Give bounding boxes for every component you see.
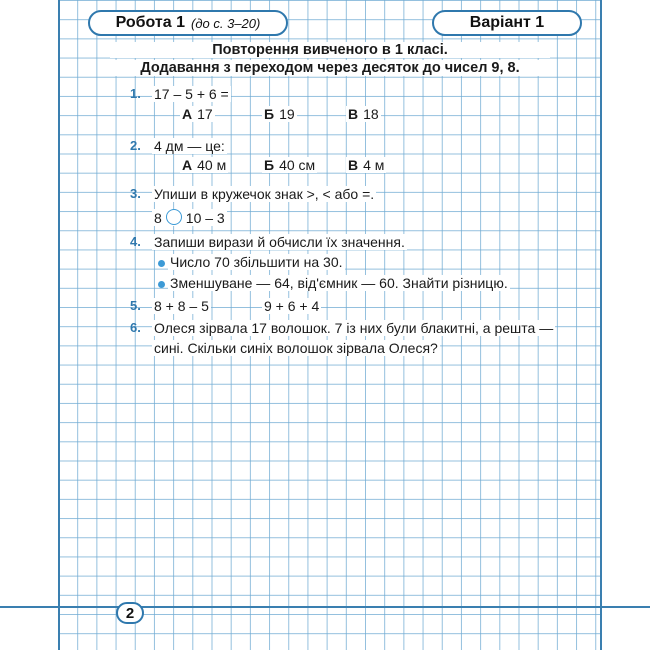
task-4-bullet-2: Зменшуване — 64, від'ємник — 60. Знайти різницю. (170, 275, 508, 291)
answer-circle[interactable] (166, 209, 182, 225)
task-2-option-a (180, 157, 228, 173)
task-2-option-c (346, 157, 386, 173)
variant-label: Варіант 1 (469, 14, 545, 31)
task-6-line-1: Олеся зірвала 17 волошок. 7 із них були блакитні, а решта — (154, 320, 554, 336)
task-5-number: 5. (130, 298, 141, 313)
bullet-icon (158, 260, 165, 267)
heading-line-2: Додавання з переходом через десяток до чисел 9, 8. (110, 60, 550, 76)
task-2-number: 2. (130, 138, 141, 153)
left-margin-rule (58, 0, 60, 650)
option-value: 40 см (279, 157, 316, 173)
option-value: 40 м (197, 157, 227, 173)
comparison-right: 10 – 3 (185, 210, 225, 226)
task-4-number: 4. (130, 234, 141, 249)
task-1-option-c (346, 106, 381, 122)
task-1-number: 1. (130, 86, 141, 101)
option-letter: А (182, 157, 193, 173)
option-value: 19 (279, 106, 295, 122)
task-4-text: Запиши вирази й обчисли їх значення. (154, 234, 405, 250)
task-3-comparison (152, 209, 227, 226)
task-6-line-2: сині. Скільки синіх волошок зірвала Олеся? (154, 340, 438, 356)
task-5-expression-1: 8 + 8 – 5 (154, 298, 209, 314)
task-1-text: 17 – 5 + 6 = (154, 86, 229, 102)
task-1-option-a (180, 106, 215, 122)
option-letter: В (348, 106, 359, 122)
task-1-option-b (262, 106, 297, 122)
option-letter: Б (264, 106, 275, 122)
work-title-tab (88, 10, 288, 36)
option-letter: Б (264, 157, 275, 173)
task-3-number: 3. (130, 186, 141, 201)
comparison-left: 8 (154, 210, 162, 226)
task-5-expression-2: 9 + 6 + 4 (264, 298, 320, 314)
variant-tab (432, 10, 582, 36)
bullet-icon (158, 281, 165, 288)
task-2-text: 4 дм — це: (154, 138, 225, 154)
task-4-bullet-1: Число 70 збільшити на 30. (170, 254, 343, 270)
option-value: 4 м (363, 157, 385, 173)
task-3-text: Упиши в кружечок знак >, < або =. (154, 186, 375, 202)
task-2-option-b (262, 157, 317, 173)
heading-line-1: Повторення вивченого в 1 класі. (110, 42, 550, 58)
work-reference: (до с. 3–20) (191, 15, 261, 31)
option-letter: А (182, 106, 193, 122)
option-value: 18 (363, 106, 379, 122)
bottom-rule (0, 606, 650, 608)
page-number: 2 (116, 602, 144, 624)
task-6-number: 6. (130, 320, 141, 335)
option-letter: В (348, 157, 359, 173)
work-title: Робота 1 (115, 14, 186, 31)
option-value: 17 (197, 106, 213, 122)
